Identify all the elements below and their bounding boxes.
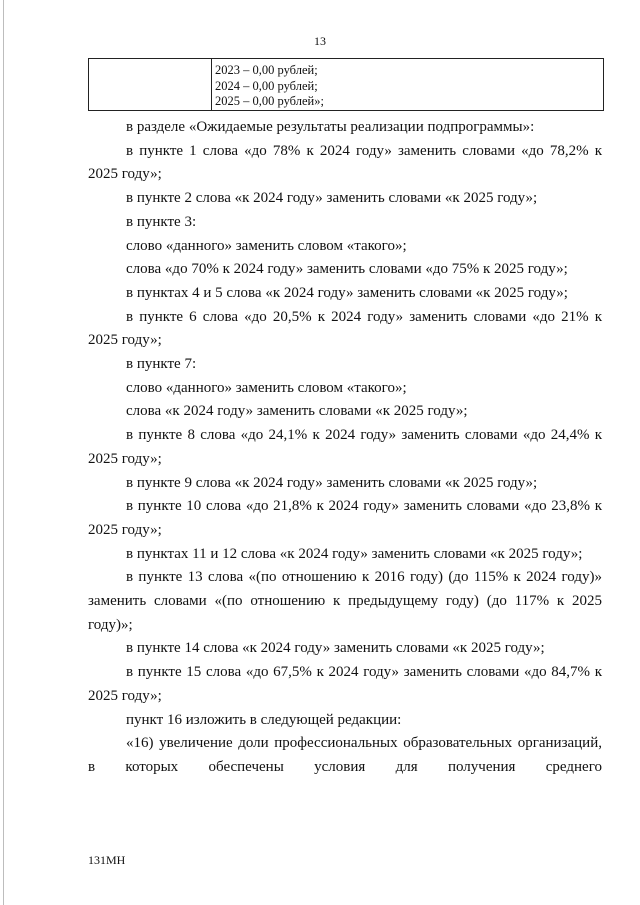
document-code: 131МН bbox=[88, 853, 126, 867]
paragraph: в пункте 14 слова «к 2024 году» заменить словами «к 2025 году»; bbox=[126, 640, 545, 657]
paragraph: в пунктах 4 и 5 слова «к 2024 году» заменить словами «к 2025 году»; bbox=[126, 284, 568, 301]
paragraph: в пункте 1 слова «до 78% к 2024 году» заменить словами «до 78,2% к 2025 году»; bbox=[88, 142, 602, 183]
paragraph: в пунктах 11 и 12 слова «к 2024 году» заменить словами «к 2025 году»; bbox=[126, 545, 583, 562]
paragraph: в пункте 13 слова «(по отношению к 2016 году) (до 115% к 2024 году)» заменить словами «(по отношению к предыдущему году) (до 117% к 2025 году)»; bbox=[88, 569, 602, 633]
table-empty-cell bbox=[89, 59, 212, 110]
paragraph: «16) увеличение доли профессиональных образовательных организаций, в которых обеспечены условия для получения среднего bbox=[88, 735, 602, 775]
paragraph: слово «данного» заменить словом «такого»; bbox=[126, 237, 407, 254]
table-line: 2023 – 0,00 рублей; bbox=[215, 63, 318, 77]
paragraph: в пункте 6 слова «до 20,5% к 2024 году» заменить словами «до 21% к 2025 году»; bbox=[88, 308, 602, 349]
table-amounts-cell bbox=[212, 59, 324, 110]
paragraph: в пункте 2 слова «к 2024 году» заменить словами «к 2025 году»; bbox=[126, 190, 538, 207]
table-line: 2025 – 0,00 рублей»; bbox=[215, 94, 324, 108]
table-line: 2024 – 0,00 рублей; bbox=[215, 78, 318, 93]
scan-edge-line bbox=[3, 0, 4, 905]
document-body bbox=[88, 116, 602, 780]
paragraph: в пункте 3: bbox=[126, 213, 197, 230]
paragraph: в пункте 7: bbox=[126, 356, 197, 373]
paragraph: пункт 16 изложить в следующей редакции: bbox=[126, 711, 402, 728]
paragraph: в пункте 15 слова «до 67,5% к 2024 году» заменить словами «до 84,7% к 2025 году»; bbox=[88, 664, 602, 704]
paragraph: в пункте 8 слова «до 24,1% к 2024 году» заменить словами «до 24,4% к 2025 году»; bbox=[88, 427, 602, 467]
paragraph: в пункте 9 слова «к 2024 году» заменить словами «к 2025 году»; bbox=[126, 474, 538, 491]
paragraph: в разделе «Ожидаемые результаты реализации подпрограммы»: bbox=[126, 119, 535, 135]
paragraph: слово «данного» заменить словом «такого»; bbox=[126, 379, 407, 396]
page-number: 13 bbox=[314, 34, 326, 48]
budget-table bbox=[88, 58, 604, 111]
paragraph: в пункте 10 слова «до 21,8% к 2024 году» заменить словами «до 23,8% к 2025 году»; bbox=[88, 498, 602, 538]
paragraph: слова «к 2024 году» заменить словами «к 2025 году»; bbox=[126, 403, 468, 420]
paragraph: слова «до 70% к 2024 году» заменить словами «до 75% к 2025 году»; bbox=[126, 261, 568, 278]
